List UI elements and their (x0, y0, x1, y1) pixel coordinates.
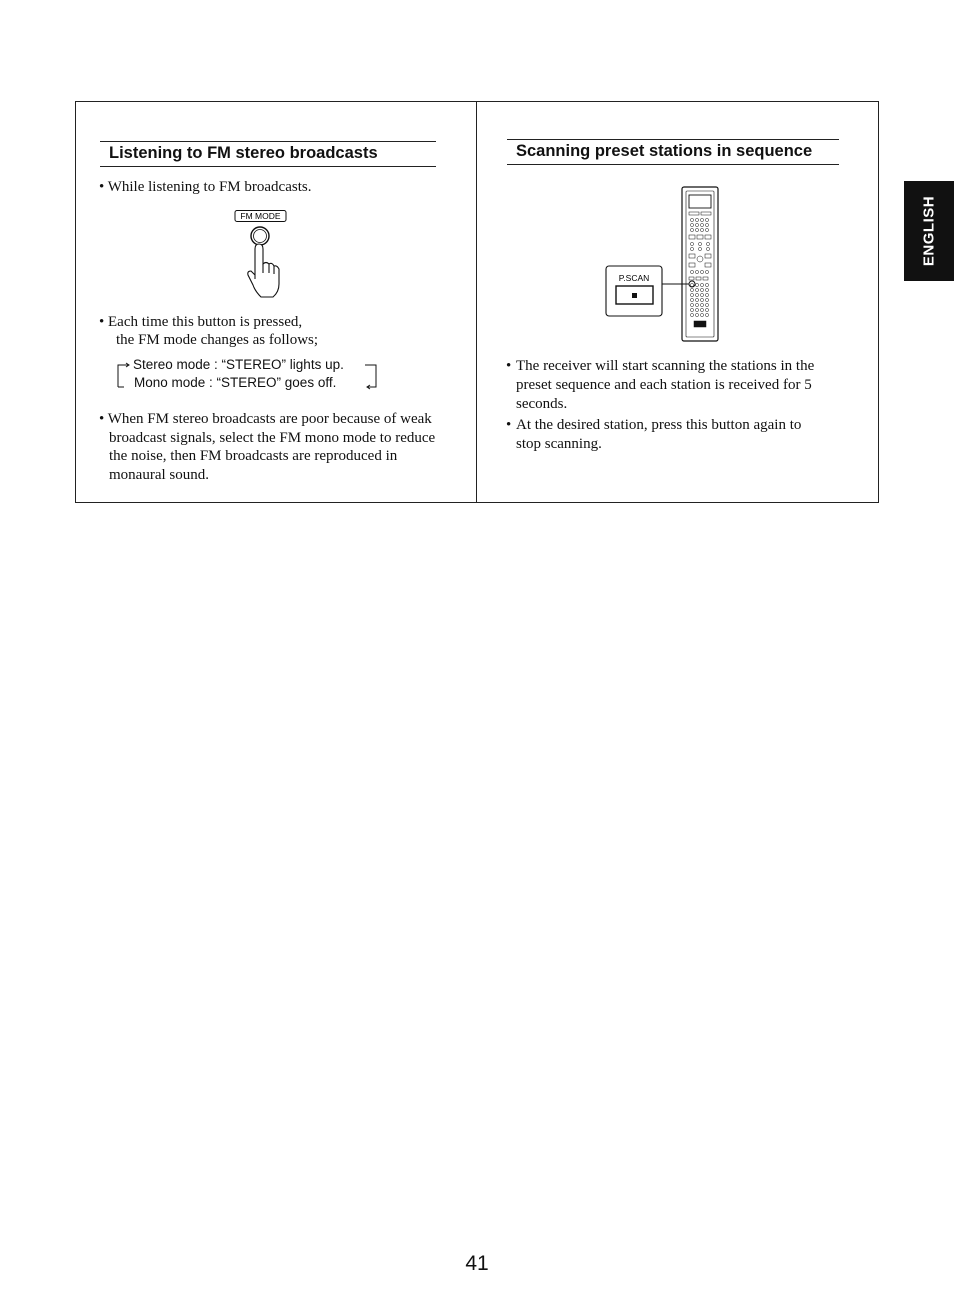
fm-intro-text: • While listening to FM broadcasts. (99, 179, 312, 195)
column-divider (476, 102, 477, 502)
list-item: • The receiver will start scanning the stations in the preset sequence and each station is received for 5 seconds. (506, 358, 815, 412)
remote-control-illustration (604, 185, 744, 345)
fm-mode-button-illustration (231, 209, 291, 299)
stereo-mode-text: Stereo mode : “STEREO” lights up. (133, 357, 344, 372)
language-tab-label: ENGLISH (920, 195, 938, 267)
press-instruction-line1: • Each time this button is pressed, (99, 314, 303, 330)
list-item: • At the desired station, press this button again to stop scanning. (506, 417, 802, 452)
remote-body (682, 187, 718, 341)
pscan-label: P.SCAN (618, 273, 650, 283)
note-line: the noise, then FM broadcasts are reproduced in (109, 448, 398, 465)
fm-mono-note (99, 410, 435, 485)
note-line: • When FM stereo broadcasts are poor because of weak (99, 411, 432, 427)
press-instruction-line2: the FM mode changes as follows; (116, 332, 319, 348)
scan-instructions (506, 357, 856, 456)
remote-display (689, 195, 711, 208)
preset-scan-heading: Scanning preset stations in sequence (507, 139, 839, 165)
stop-square-icon (632, 293, 637, 298)
note-line: monaural sound. (109, 467, 209, 484)
remote-logo (694, 321, 706, 327)
bullet-dot: • (506, 417, 512, 433)
language-tab (904, 181, 954, 281)
page-number: 41 (465, 1252, 489, 1275)
mono-mode-text: Mono mode : “STEREO” goes off. (134, 375, 337, 390)
note-line: broadcast signals, select the FM mono mode to reduce (109, 429, 436, 446)
bullet-dot: • (506, 358, 512, 374)
pressing-finger-icon (248, 244, 279, 297)
fm-stereo-heading: Listening to FM stereo broadcasts (100, 141, 436, 167)
content-frame (75, 101, 879, 503)
fm-mode-button-label: FM MODE (240, 211, 281, 221)
